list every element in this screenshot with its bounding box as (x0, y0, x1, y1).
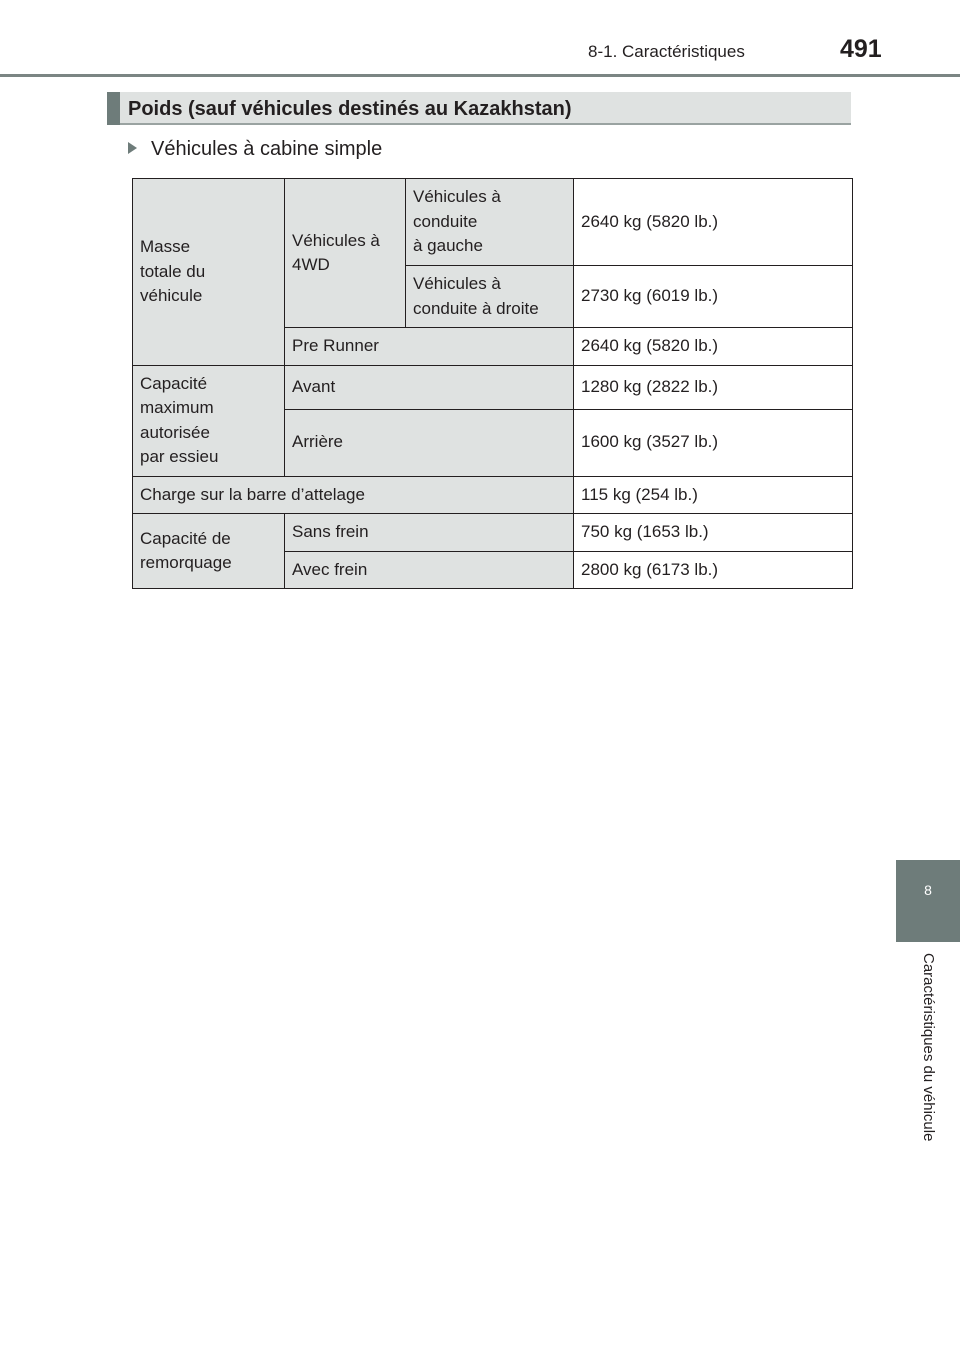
value-avant: 1280 kg (2822 lb.) (574, 365, 853, 409)
label-capacite-remorquage: Capacité de remorquage (133, 514, 285, 589)
label-pre-runner: Pre Runner (285, 328, 574, 366)
weights-table (132, 178, 853, 589)
value-sans-frein: 750 kg (1653 lb.) (574, 514, 853, 552)
subheading (128, 136, 382, 162)
header-divider (0, 74, 960, 77)
page-number: 491 (840, 35, 882, 63)
label-conduite-gauche: Véhicules à conduite à gauche (406, 179, 574, 266)
label-sans-frein: Sans frein (285, 514, 574, 552)
chapter-label: Caractéristiques du véhicule (920, 953, 937, 1142)
label-arriere: Arrière (285, 409, 574, 476)
label-avec-frein: Avec frein (285, 551, 574, 589)
subheading-text: Véhicules à cabine simple (151, 138, 383, 160)
chapter-number: 8 (924, 882, 932, 898)
label-vehicules-4wd: Véhicules à 4WD (285, 179, 406, 328)
value-conduite-gauche: 2640 kg (5820 lb.) (574, 179, 853, 266)
header-section-title: 8-1. Caractéristiques (588, 42, 745, 61)
triangle-bullet-icon (128, 142, 137, 154)
value-conduite-droite: 2730 kg (6019 lb.) (574, 266, 853, 328)
value-arriere: 1600 kg (3527 lb.) (574, 409, 853, 476)
table-row (133, 365, 853, 409)
section-accent-block (107, 92, 120, 125)
section-heading-bar (107, 92, 851, 125)
label-avant: Avant (285, 365, 574, 409)
section-title: Poids (sauf véhicules destinés au Kazakhstan) (128, 98, 572, 120)
value-pre-runner: 2640 kg (5820 lb.) (574, 328, 853, 366)
label-conduite-droite: Véhicules à conduite à droite (406, 266, 574, 328)
value-avec-frein: 2800 kg (6173 lb.) (574, 551, 853, 589)
label-masse-totale: Masse totale du véhicule (133, 179, 285, 366)
table-row (133, 514, 853, 552)
label-charge-barre: Charge sur la barre d’attelage (133, 476, 574, 514)
label-capacite-essieu: Capacité maximum autorisée par essieu (133, 365, 285, 476)
table-row (133, 476, 853, 514)
table-row (133, 179, 853, 266)
value-charge-barre: 115 kg (254 lb.) (574, 476, 853, 514)
chapter-side-tab (896, 860, 960, 942)
